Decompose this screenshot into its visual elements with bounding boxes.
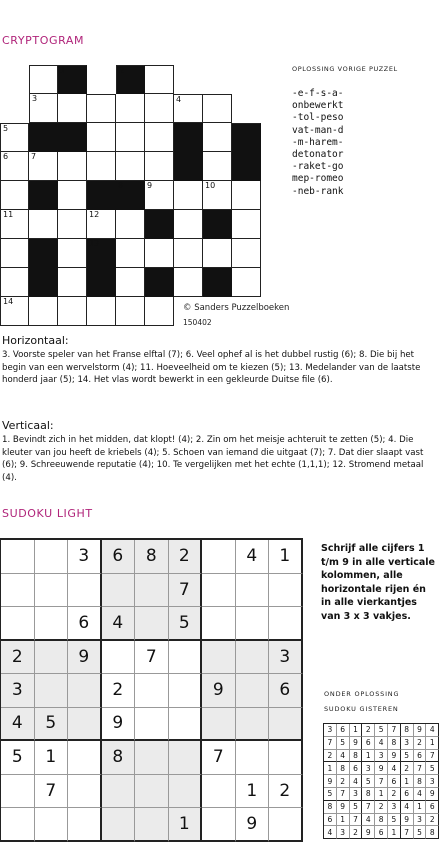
solution-cell: 7 <box>375 775 388 788</box>
clue-number: 10 <box>205 181 216 190</box>
sudoku-cell[interactable] <box>102 574 136 608</box>
sudoku-cell[interactable] <box>236 741 270 775</box>
solution-cell: 6 <box>375 826 388 839</box>
crossword-cell[interactable] <box>203 123 232 152</box>
sudoku-cell[interactable] <box>202 775 236 809</box>
sudoku-given: 8 <box>102 741 136 775</box>
sudoku-cell[interactable] <box>35 607 69 641</box>
solution-line: onbewerkt <box>292 100 344 112</box>
crossword-cell[interactable] <box>0 123 29 152</box>
sudoku-given: 3 <box>68 540 102 574</box>
sudoku-cell[interactable] <box>35 674 69 708</box>
crossword-cell[interactable] <box>116 152 145 181</box>
sudoku-cell[interactable] <box>236 607 270 641</box>
crossword-block <box>29 268 58 297</box>
crossword-cell[interactable] <box>87 297 116 326</box>
sudoku-given: 1 <box>269 540 303 574</box>
solution-cell: 4 <box>388 762 401 775</box>
crossword-cell[interactable] <box>87 94 116 123</box>
copyright-text: © Sanders Puzzelboeken <box>183 303 290 313</box>
solution-cell: 1 <box>426 737 439 750</box>
sudoku-cell[interactable] <box>269 741 303 775</box>
crossword-block <box>203 268 232 297</box>
solution-cell: 1 <box>401 775 414 788</box>
crossword-cell[interactable] <box>203 94 232 123</box>
solution-cell: 1 <box>350 724 363 737</box>
crossword-gap <box>203 65 232 94</box>
clue-number: 1 <box>60 66 66 75</box>
crossword-cell[interactable] <box>232 268 261 297</box>
sudoku-cell[interactable] <box>135 607 169 641</box>
sudoku-cell[interactable] <box>1 808 35 842</box>
sudoku-cell[interactable] <box>68 741 102 775</box>
solution-cell: 2 <box>337 775 350 788</box>
sudoku-cell[interactable] <box>236 574 270 608</box>
solution-title-line-1: ONDER OPLOSSING <box>324 690 400 698</box>
sudoku-cell[interactable] <box>135 708 169 742</box>
clue-number: 14 <box>3 297 14 306</box>
sudoku-given: 9 <box>68 641 102 675</box>
crossword-cell[interactable] <box>0 297 29 326</box>
crossword-cell[interactable] <box>58 210 87 239</box>
sudoku-given: 6 <box>269 674 303 708</box>
solution-line: vat-man-d <box>292 124 344 136</box>
crossword-cell[interactable] <box>87 152 116 181</box>
sudoku-cell[interactable] <box>269 607 303 641</box>
crossword-grid <box>0 65 261 326</box>
solution-cell: 9 <box>324 775 337 788</box>
crossword-cell[interactable] <box>203 181 232 210</box>
solution-cell: 6 <box>362 737 375 750</box>
sudoku-given: 6 <box>68 607 102 641</box>
sudoku-cell[interactable] <box>68 808 102 842</box>
solution-title-line-2: SUDOKU GISTEREN <box>324 705 399 713</box>
solution-cell: 6 <box>388 775 401 788</box>
solution-cell: 1 <box>324 762 337 775</box>
sudoku-cell[interactable] <box>236 641 270 675</box>
solution-line: detonator <box>292 149 344 161</box>
solution-cell: 1 <box>388 826 401 839</box>
crossword-cell[interactable] <box>174 181 203 210</box>
sudoku-given: 4 <box>102 607 136 641</box>
sudoku-cell[interactable] <box>135 775 169 809</box>
crossword-block <box>29 123 58 152</box>
crossword-cell[interactable] <box>116 268 145 297</box>
sudoku-cell[interactable] <box>269 708 303 742</box>
clue-number: 3 <box>32 94 38 103</box>
solution-cell: 3 <box>401 737 414 750</box>
solution-cell: 3 <box>414 814 427 827</box>
sudoku-title: SUDOKU LIGHT <box>2 507 93 520</box>
solution-cell: 8 <box>375 814 388 827</box>
sudoku-cell[interactable] <box>102 775 136 809</box>
vertical-heading: Verticaal: <box>2 419 54 432</box>
solution-cell: 5 <box>350 801 363 814</box>
clue-number: 7 <box>31 152 37 161</box>
solution-line: mep-romeo <box>292 173 344 185</box>
solution-cell: 7 <box>401 826 414 839</box>
clue-number: 6 <box>3 152 9 161</box>
clue-number: 4 <box>176 95 182 104</box>
crossword-block <box>145 268 174 297</box>
solution-cell: 9 <box>414 724 427 737</box>
crossword-cell[interactable] <box>145 297 174 326</box>
solution-cell: 6 <box>324 814 337 827</box>
crossword-block <box>29 181 58 210</box>
solution-cell: 5 <box>414 826 427 839</box>
crossword-block <box>116 181 145 210</box>
solution-cell: 5 <box>337 737 350 750</box>
sudoku-cell[interactable] <box>135 674 169 708</box>
sudoku-cell[interactable] <box>169 775 203 809</box>
crossword-gap <box>232 65 261 94</box>
solution-cell: 6 <box>414 750 427 763</box>
solution-line: -tol-peso <box>292 112 344 124</box>
solution-cell: 4 <box>426 724 439 737</box>
crossword-cell[interactable] <box>0 239 29 268</box>
sudoku-given: 7 <box>35 775 69 809</box>
sudoku-cell[interactable] <box>169 641 203 675</box>
crossword-block <box>87 268 116 297</box>
solution-cell: 2 <box>350 826 363 839</box>
solution-cell: 1 <box>375 788 388 801</box>
crossword-cell[interactable] <box>116 297 145 326</box>
sudoku-given: 1 <box>236 775 270 809</box>
solution-cell: 9 <box>350 737 363 750</box>
sudoku-cell[interactable] <box>135 808 169 842</box>
solution-line: -m-harem- <box>292 136 344 148</box>
solution-cell: 5 <box>388 814 401 827</box>
crossword-cell[interactable] <box>145 123 174 152</box>
sudoku-cell[interactable] <box>68 775 102 809</box>
clue-number: 9 <box>147 181 153 190</box>
sudoku-given: 1 <box>35 741 69 775</box>
solution-cell: 2 <box>414 737 427 750</box>
crossword-gap <box>0 94 29 123</box>
sudoku-given: 9 <box>236 808 270 842</box>
clue-number: 8 <box>118 181 124 190</box>
sudoku-given: 2 <box>1 641 35 675</box>
crossword-cell[interactable] <box>29 297 58 326</box>
sudoku-cell[interactable] <box>202 607 236 641</box>
clue-number: 12 <box>89 210 100 219</box>
solution-cell: 1 <box>362 750 375 763</box>
horizontal-clues: 3. Voorste speler van het Franse elftal (7); 6. Veel ophef al is het dubbel rustig (6); 8. Die bij het begin van een wervelstorm (4); 11. Hoeveelheid om te kiezen (5); 13. Medelander van de laatste honderd jaar (5); 14. Het vlas wordt bewerkt in een gekleurde Duitse file (6). <box>2 350 421 386</box>
crossword-block <box>232 123 261 152</box>
sudoku-instructions: Schrijf alle cijfers 1 t/m 9 in alle verticale kolommen, alle horizontale rijen én in alle vierkantjes van 3 x 3 vakjes. <box>321 543 435 622</box>
sudoku-cell[interactable] <box>169 708 203 742</box>
solution-cell: 5 <box>401 750 414 763</box>
sudoku-cell[interactable] <box>202 641 236 675</box>
crossword-cell[interactable] <box>116 239 145 268</box>
solution-cell: 5 <box>362 775 375 788</box>
solution-cell: 7 <box>414 762 427 775</box>
solution-cell: 1 <box>337 814 350 827</box>
sudoku-cell[interactable] <box>135 741 169 775</box>
solution-cell: 4 <box>337 750 350 763</box>
crossword-cell[interactable] <box>145 239 174 268</box>
sudoku-grid <box>0 538 303 842</box>
sudoku-cell[interactable] <box>1 607 35 641</box>
crossword-gap <box>232 94 261 123</box>
crossword-cell[interactable] <box>58 94 87 123</box>
crossword-block <box>116 65 145 94</box>
crossword-cell[interactable] <box>29 65 58 94</box>
previous-solution-title: OPLOSSING VORIGE PUZZEL <box>292 65 398 73</box>
solution-line: -raket-go <box>292 161 344 173</box>
crossword-cell[interactable] <box>58 268 87 297</box>
crossword-cell[interactable] <box>58 152 87 181</box>
sudoku-cell[interactable] <box>35 574 69 608</box>
crossword-cell[interactable] <box>232 210 261 239</box>
crossword-cell[interactable] <box>232 239 261 268</box>
solution-cell: 8 <box>388 737 401 750</box>
solution-cell: 9 <box>426 788 439 801</box>
sudoku-cell[interactable] <box>202 708 236 742</box>
solution-cell: 3 <box>388 801 401 814</box>
sudoku-cell[interactable] <box>35 641 69 675</box>
crossword-cell[interactable] <box>145 152 174 181</box>
clue-number: 5 <box>3 124 9 133</box>
crossword-cell[interactable] <box>145 65 174 94</box>
crossword-cell[interactable] <box>29 210 58 239</box>
solution-line: -e-f-s-a- <box>292 88 344 99</box>
crossword-block <box>145 210 174 239</box>
crossword-cell[interactable] <box>174 210 203 239</box>
crossword-cell[interactable] <box>0 268 29 297</box>
sudoku-cell[interactable] <box>169 674 203 708</box>
crossword-block <box>203 210 232 239</box>
solution-cell: 2 <box>426 814 439 827</box>
solution-cell: 4 <box>324 826 337 839</box>
sudoku-given: 2 <box>269 775 303 809</box>
sudoku-given: 9 <box>102 708 136 742</box>
crossword-cell[interactable] <box>116 210 145 239</box>
solution-line: -neb-rank <box>292 185 344 197</box>
solution-cell: 3 <box>350 788 363 801</box>
solution-cell: 8 <box>426 826 439 839</box>
solution-cell: 3 <box>362 762 375 775</box>
solution-cell: 4 <box>350 775 363 788</box>
sudoku-cell[interactable] <box>1 574 35 608</box>
crossword-cell[interactable] <box>174 268 203 297</box>
sudoku-cell[interactable] <box>1 540 35 574</box>
crossword-block <box>232 152 261 181</box>
sudoku-given: 1 <box>169 808 203 842</box>
crossword-gap <box>0 65 29 94</box>
solution-cell: 8 <box>414 775 427 788</box>
cryptogram-title: CRYPTOGRAM <box>2 34 85 47</box>
solution-cell: 6 <box>401 788 414 801</box>
crossword-cell[interactable] <box>0 181 29 210</box>
solution-cell: 2 <box>362 724 375 737</box>
solution-cell: 2 <box>388 788 401 801</box>
crossword-cell[interactable] <box>203 152 232 181</box>
solution-cell: 3 <box>337 826 350 839</box>
sudoku-cell[interactable] <box>68 574 102 608</box>
sudoku-cell[interactable] <box>102 808 136 842</box>
solution-cell: 2 <box>401 762 414 775</box>
sudoku-given: 7 <box>135 641 169 675</box>
sudoku-given: 4 <box>236 540 270 574</box>
crossword-cell[interactable] <box>174 239 203 268</box>
sudoku-given: 7 <box>169 574 203 608</box>
solution-cell: 3 <box>426 775 439 788</box>
solution-cell: 5 <box>375 724 388 737</box>
crossword-cell[interactable] <box>87 210 116 239</box>
solution-cell: 8 <box>362 788 375 801</box>
crossword-block <box>58 123 87 152</box>
solution-cell: 2 <box>324 750 337 763</box>
solution-cell: 2 <box>375 801 388 814</box>
clue-number: 2 <box>119 66 125 75</box>
solution-cell: 4 <box>414 788 427 801</box>
copyright-notice <box>183 303 289 327</box>
crossword-cell[interactable] <box>145 94 174 123</box>
solution-cell: 7 <box>362 801 375 814</box>
sudoku-cell[interactable] <box>35 540 69 574</box>
solution-cell: 4 <box>401 801 414 814</box>
solution-cell: 7 <box>388 724 401 737</box>
crossword-block <box>87 239 116 268</box>
vertical-clues: 1. Bevindt zich in het midden, dat klopt! (4); 2. Zin om het meisje achteruit te zetten (5); 4. Die kleuter van jou heeft de kriebels (4); 5. Schoen van iemand die uitgaat (7); 7. Dat dier slaapt vast (6); 9. Schreeuwende reputatie (4); 10. Te vergelijken met het echte (1,1,1); 12. Stromend metaal (4). <box>2 435 424 483</box>
crossword-cell[interactable] <box>87 123 116 152</box>
solution-cell: 7 <box>426 750 439 763</box>
sudoku-cell[interactable] <box>135 574 169 608</box>
sudoku-given: 2 <box>169 540 203 574</box>
crossword-cell[interactable] <box>116 123 145 152</box>
solution-cell: 8 <box>324 801 337 814</box>
crossword-cell[interactable] <box>116 94 145 123</box>
crossword-cell[interactable] <box>174 94 203 123</box>
clue-number: 11 <box>3 210 14 219</box>
sudoku-given: 3 <box>269 641 303 675</box>
sudoku-given: 9 <box>202 674 236 708</box>
horizontal-heading: Horizontaal: <box>2 334 69 347</box>
solution-cell: 9 <box>337 801 350 814</box>
solution-cell: 9 <box>362 826 375 839</box>
solution-cell: 5 <box>426 762 439 775</box>
crossword-block <box>29 239 58 268</box>
sudoku-given: 3 <box>1 674 35 708</box>
sudoku-cell[interactable] <box>202 574 236 608</box>
previous-sudoku-solution <box>323 723 439 839</box>
crossword-cell[interactable] <box>29 94 58 123</box>
sudoku-cell[interactable] <box>68 674 102 708</box>
sudoku-cell[interactable] <box>102 641 136 675</box>
sudoku-cell[interactable] <box>269 574 303 608</box>
solution-cell: 3 <box>324 724 337 737</box>
solution-cell: 6 <box>426 801 439 814</box>
sudoku-given: 6 <box>102 540 136 574</box>
solution-cell: 3 <box>375 750 388 763</box>
solution-cell: 8 <box>350 750 363 763</box>
crossword-gap <box>87 65 116 94</box>
crossword-cell[interactable] <box>0 210 29 239</box>
solution-cell: 9 <box>375 762 388 775</box>
solution-cell: 8 <box>337 762 350 775</box>
sudoku-cell[interactable] <box>269 808 303 842</box>
solution-cell: 8 <box>401 724 414 737</box>
sudoku-cell[interactable] <box>68 708 102 742</box>
crossword-cell[interactable] <box>232 181 261 210</box>
crossword-block <box>87 181 116 210</box>
clue-number: 13 <box>89 239 100 248</box>
solution-cell: 6 <box>350 762 363 775</box>
sudoku-cell[interactable] <box>1 775 35 809</box>
sudoku-cell[interactable] <box>202 808 236 842</box>
sudoku-given: 7 <box>202 741 236 775</box>
sudoku-given: 5 <box>35 708 69 742</box>
sudoku-given: 2 <box>102 674 136 708</box>
crossword-cell[interactable] <box>58 181 87 210</box>
crossword-cell[interactable] <box>145 181 174 210</box>
puzzle-code: 150402 <box>183 318 212 327</box>
sudoku-given: 5 <box>169 607 203 641</box>
previous-solution-list <box>292 88 343 198</box>
crossword-cell[interactable] <box>203 239 232 268</box>
sudoku-given: 5 <box>1 741 35 775</box>
solution-cell: 6 <box>337 724 350 737</box>
crossword-block <box>174 123 203 152</box>
crossword-cell[interactable] <box>58 297 87 326</box>
solution-cell: 5 <box>324 788 337 801</box>
sudoku-cell[interactable] <box>169 741 203 775</box>
sudoku-cell[interactable] <box>202 540 236 574</box>
crossword-block <box>58 65 87 94</box>
solution-cell: 4 <box>375 737 388 750</box>
crossword-cell[interactable] <box>58 239 87 268</box>
solution-cell: 4 <box>362 814 375 827</box>
solution-cell: 9 <box>388 750 401 763</box>
solution-cell: 9 <box>401 814 414 827</box>
sudoku-cell[interactable] <box>35 808 69 842</box>
crossword-block <box>174 152 203 181</box>
solution-cell: 7 <box>324 737 337 750</box>
solution-cell: 7 <box>350 814 363 827</box>
crossword-cell[interactable] <box>29 152 58 181</box>
solution-cell: 7 <box>337 788 350 801</box>
sudoku-given: 8 <box>135 540 169 574</box>
sudoku-cell[interactable] <box>236 708 270 742</box>
crossword-gap <box>174 65 203 94</box>
solution-cell: 1 <box>414 801 427 814</box>
crossword-cell[interactable] <box>0 152 29 181</box>
sudoku-cell[interactable] <box>236 674 270 708</box>
sudoku-given: 4 <box>1 708 35 742</box>
